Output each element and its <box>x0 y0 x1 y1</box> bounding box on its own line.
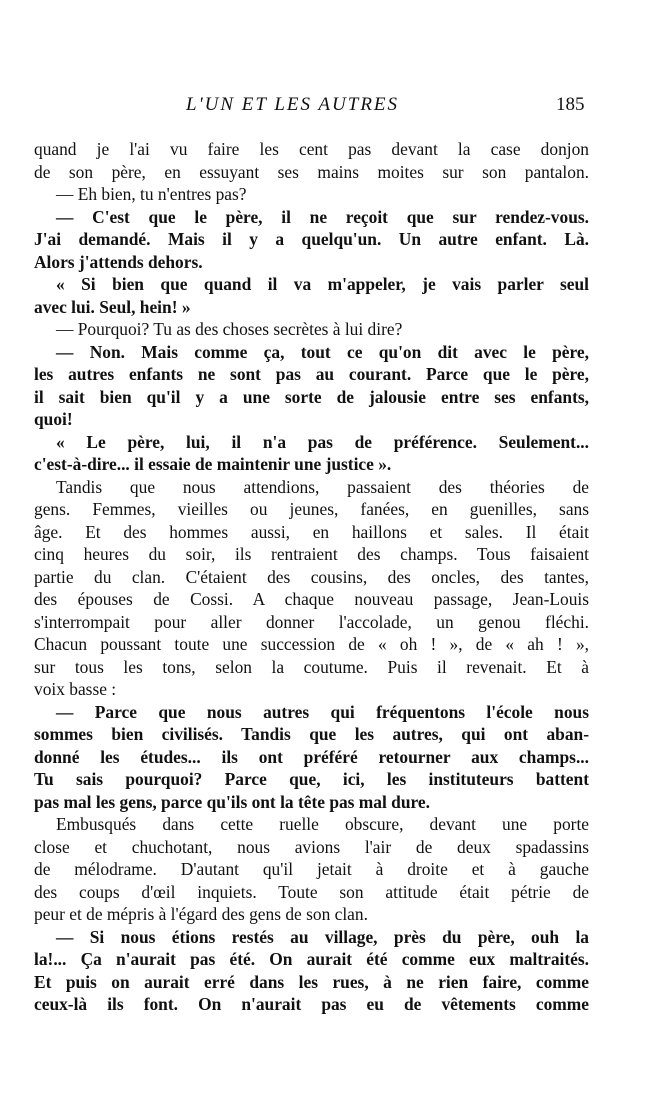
text-line: peur et de mépris à l'égard des gens de son clan. <box>34 904 368 924</box>
body-text <box>34 138 589 1016</box>
page-number: 185 <box>556 94 585 115</box>
text-line: sommes bien civilisés. Tandis que les autres, qui ont aban- <box>34 724 589 744</box>
text-line: close et chuchotant, nous avions l'air de deux spadassins <box>34 836 589 857</box>
text-line: quand je l'ai vu faire les cent pas devant la case donjon <box>34 139 589 159</box>
text-line: Tandis que nous attendions, passaient des théories de <box>56 476 589 497</box>
running-title: L'UN ET LES AUTRES <box>186 94 400 115</box>
text-line: s'interrompait pour aller donner l'accolade, un genou fléchi. <box>34 611 589 632</box>
text-line: Tu sais pourquoi? Parce que, ici, les instituteurs battent <box>34 769 589 789</box>
text-line: — Non. Mais comme ça, tout ce qu'on dit avec le père, <box>56 341 589 362</box>
text-line: sur tous les tons, selon la coutume. Puis il revenait. Et à <box>34 656 589 677</box>
text-line: Alors j'attends dehors. <box>34 251 203 272</box>
text-line: de mélodrame. D'autant qu'il jetait à droite et à gauche <box>34 859 589 879</box>
text-line: quoi! <box>34 409 73 429</box>
text-line: « Si bien que quand il va m'appeler, je vais parler seul <box>56 274 589 294</box>
text-line: J'ai demandé. Mais il y a quelqu'un. Un autre enfant. Là. <box>34 229 589 249</box>
text-line: « Le père, lui, il n'a pas de préférence. Seulement... <box>56 431 589 452</box>
text-line: Embusqués dans cette ruelle obscure, devant une porte <box>56 814 589 834</box>
text-line: donné les études... ils ont préféré retourner aux champs... <box>34 746 589 767</box>
text-line: — C'est que le père, il ne reçoit que sur rendez-vous. <box>56 206 589 227</box>
text-line: ceux-là ils font. On n'aurait pas eu de vêtements comme <box>34 994 589 1014</box>
text-line: gens. Femmes, vieilles ou jeunes, fanées, en guenilles, sans <box>34 499 589 519</box>
text-line: des coups d'œil inquiets. Toute son attitude était pétrie de <box>34 881 589 902</box>
text-line: la!... Ça n'aurait pas été. On aurait été comme eux maltraités. <box>34 949 589 969</box>
text-line: pas mal les gens, parce qu'ils ont la tête pas mal dure. <box>34 791 430 812</box>
text-line: avec lui. Seul, hein! » <box>34 296 191 317</box>
text-line: — Eh bien, tu n'entres pas? <box>56 184 247 204</box>
text-line: partie du clan. C'étaient des cousins, des oncles, des tantes, <box>34 566 589 587</box>
text-line: des épouses de Cossi. A chaque nouveau passage, Jean-Louis <box>34 589 589 609</box>
text-line: — Si nous étions restés au village, près du père, ouh la <box>56 926 589 947</box>
text-line: de son père, en essuyant ses mains moites sur son pantalon. <box>34 161 589 182</box>
text-line: il sait bien qu'il y a une sorte de jalousie entre ses enfants, <box>34 386 589 407</box>
text-line: — Pourquoi? Tu as des choses secrètes à lui dire? <box>56 319 403 339</box>
text-line: Et puis on aurait erré dans les rues, à ne rien faire, comme <box>34 971 589 992</box>
text-line: Chacun poussant toute une succession de « oh ! », de « ah ! », <box>34 634 589 654</box>
text-line: voix basse : <box>34 679 117 699</box>
text-line: les autres enfants ne sont pas au courant. Parce que le père, <box>34 364 589 384</box>
text-line: c'est-à-dire... il essaie de maintenir une justice ». <box>34 454 392 474</box>
text-line: cinq heures du soir, ils rentraient des champs. Tous faisaient <box>34 544 589 564</box>
text-line: — Parce que nous autres qui fréquentons l'école nous <box>56 701 589 722</box>
text-line: âge. Et des hommes aussi, en haillons et sales. Il était <box>34 521 589 542</box>
